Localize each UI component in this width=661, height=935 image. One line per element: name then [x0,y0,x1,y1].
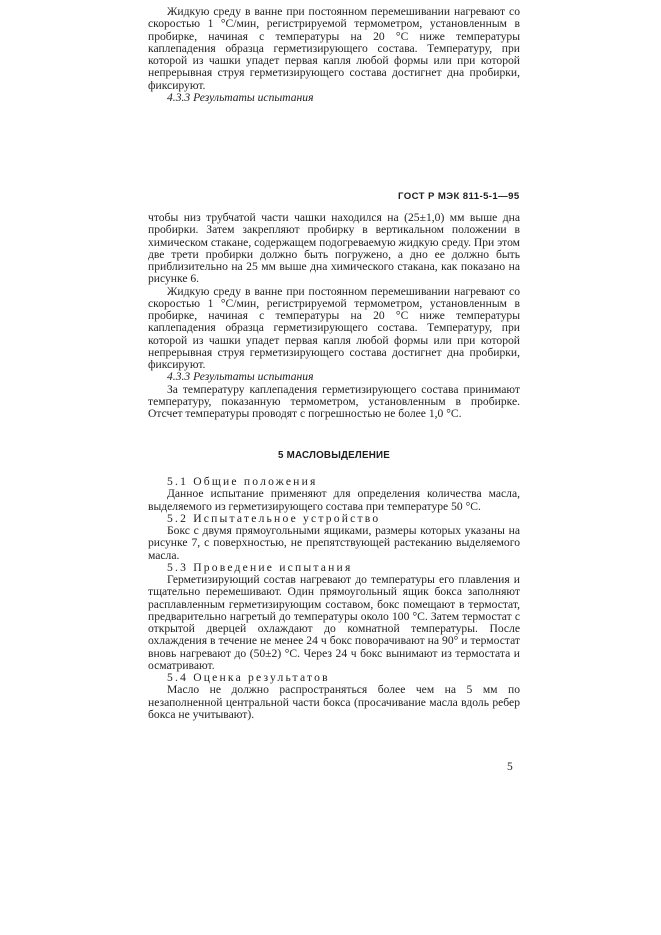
paragraph-heating-top: Жидкую среду в ванне при постоянном перемешивании нагревают со скоростью 1 °С/мин, регистрируемой термометром, установленным в пробирке, начиная с температуры на 20 °С ниже температуры каплепадения образца герметизирующего состава. Температуру, при которой из чашки упадет первая капля любой формы или при которой непрерывная струя герметизирующего состава достигнет дна пробирки, фиксируют. [148,5,520,92]
document-header: ГОСТ Р МЭК 811-5-1—95 [398,191,520,202]
s52-text: Бокс с двумя прямоугольными ящиками, размеры которых указаны на рисунке 7, с поверхностью, не препятствующей растеканию выделяемого масла. [148,524,520,562]
section-5-body [148,476,520,721]
s52-heading: 5.2 Испытательное устройство [167,511,381,525]
result-433-text: За температуру каплепадения герметизирующего состава принимают температуру, показанную термометром, установленным в пробирке. Отсчет температуры проводят с погрешностью не более 1,0 °С. [148,382,520,420]
s54-text: Масло не должно распространяться более чем на 5 мм по незаполненной центральной части бокса (просачивание масла вдоль ребер бокса не учитывают). [148,683,520,721]
s53-text: Герметизирующий состав нагревают до температуры его плавления и тщательно перемешивают. Один прямоугольный ящик бокса заполняют расплавленным герметизирующим составом, бокс помещают в термостат, предварительно нагретый до температуры около 100 °С. Затем термостат с открытой дверцей охлаждают до комнатной температуры. После охлаждения в течение не менее 24 ч бокс поворачивают на 90° и термостат вновь нагревают до (50±2) °С. Через 24 ч бокс вынимают из термостата и осматривают. [148,573,520,672]
s54-heading: 5.4 Оценка результатов [167,671,330,684]
s51-text: Данное испытание применяют для определения количества масла, выделяемого из герметизирующего состава при температуре 50 °С. [148,487,520,513]
subsection-433-heading: 4.3.3 Результаты испытания [167,370,314,384]
s53-heading: 5.3 Проведение испытания [167,560,353,574]
section-title: 5 МАСЛОВЫДЕЛЕНИЕ [278,450,390,461]
paragraph-continuation: чтобы низ трубчатой части чашки находился на (25±1,0) мм выше дна пробирки. Затем закрепляют пробирку в вертикальном положении в химическом стакане, содержащем подогреваемую жидкую среду. При этом две трети пробирки должно быть погружено, а дно ее должно быть приблизительно на 25 мм выше дна химического стакана, как показано на рисунке 6. [148,211,520,286]
page-number: 5 [507,761,513,773]
paragraph-heating: Жидкую среду в ванне при постоянном перемешивании нагревают со скоростью 1 °С/мин, регистрируемой термометром, установленным в пробирке, начиная с температуры на 20 °С ниже температуры каплепадения образца герметизирующего состава. Температуру, при которой из чашки упадет первая капля любой формы или при которой непрерывная струя герметизирующего состава достигнет дна пробирки, фиксируют. [148,284,520,371]
top-fragment [148,6,520,104]
s51-heading: 5.1 Общие положения [167,475,318,488]
main-fragment [148,212,520,420]
subsection-433-heading-top: 4.3.3 Результаты испытания [167,90,314,104]
